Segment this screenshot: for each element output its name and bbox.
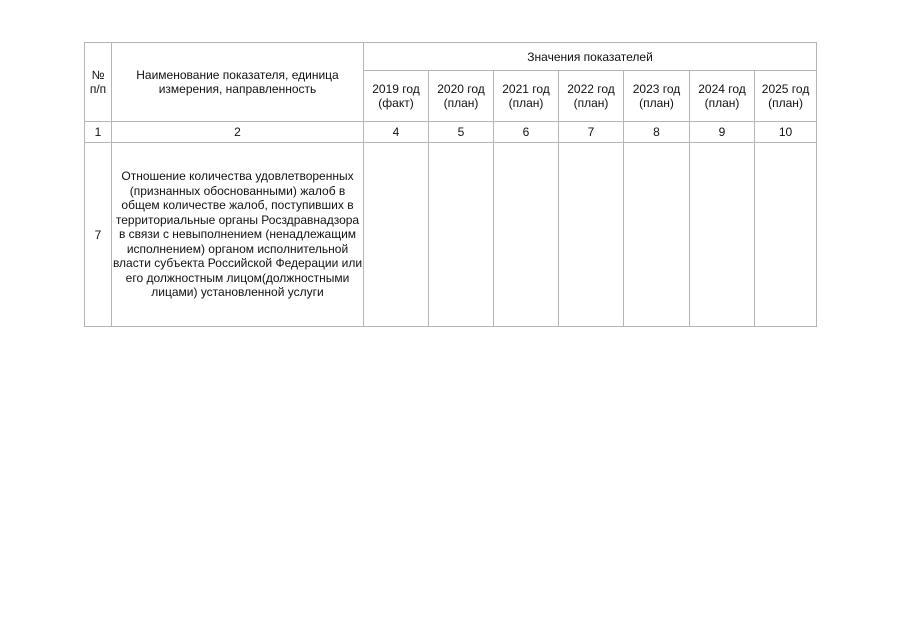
header-year-status: (факт) [378,96,414,110]
header-year-2021 [494,71,559,122]
header-year-label: 2023 год [632,82,681,96]
value-cell-2022 [559,143,624,327]
header-year-status: (план) [573,96,609,110]
header-year-status: (план) [639,96,674,110]
header-year-2023 [624,71,690,122]
column-index-cell: 10 [755,122,817,143]
header-year-status: (план) [443,96,479,110]
value-cell-2020 [429,143,494,327]
value-cell-2024 [690,143,755,327]
column-index-cell: 7 [559,122,624,143]
header-year-status: (план) [704,96,740,110]
header-year-label: 2021 год [502,82,550,96]
value-cell-2025 [755,143,817,327]
column-index-cell: 6 [494,122,559,143]
header-name-label: Наименование показателя, единица измерения, направленность [136,68,339,96]
header-num-label: № п/п [89,68,107,96]
column-index-cell: 8 [624,122,690,143]
column-index-cell: 2 [112,122,364,143]
value-cell-2023 [624,143,690,327]
indicators-table [84,42,817,327]
header-year-status: (план) [768,96,803,110]
header-year-label: 2022 год [567,82,615,96]
header-year-2022 [559,71,624,122]
header-values-group-label: Значения показателей [527,49,653,64]
header-year-label: 2025 год [761,82,810,96]
column-index-cell: 9 [690,122,755,143]
header-year-2020 [429,71,494,122]
header-row-top [85,43,817,71]
header-values-group [364,43,817,71]
header-num [85,43,112,122]
header-year-2025 [755,71,817,122]
table-row [85,143,817,327]
row-number: 7 [85,143,112,327]
value-cell-2021 [494,143,559,327]
value-cell-2019 [364,143,429,327]
header-year-label: 2024 год [698,82,746,96]
header-year-2024 [690,71,755,122]
header-year-status: (план) [508,96,544,110]
header-year-label: 2020 год [437,82,485,96]
header-name [112,43,364,122]
column-index-cell: 5 [429,122,494,143]
header-year-label: 2019 год [372,82,420,96]
header-year-2019 [364,71,429,122]
column-index-row [85,122,817,143]
column-index-cell: 1 [85,122,112,143]
column-index-cell: 4 [364,122,429,143]
indicator-name: Отношение количества удовлетворенных (признанных обоснованными) жалоб в общем количестве жалоб, поступивших в территориальные органы Росздравнадзора в связи с невыполнением (ненадлежащим исполнением) органом исполнительной власти субъекта Российской Федерации или его должностным лицом(должностными лицами) установленной услуги [112,143,364,327]
